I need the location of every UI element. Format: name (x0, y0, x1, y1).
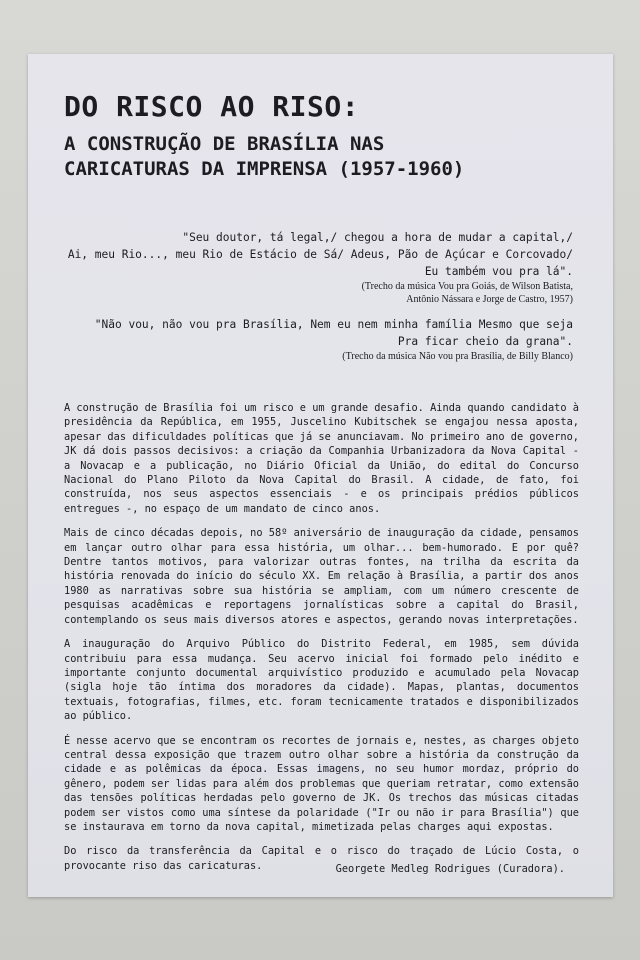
song-quote-1 (68, 229, 573, 306)
quote-line: Pra ficar cheio da grana". (397, 335, 573, 348)
paragraph: É nesse acervo que se encontram os recortes de jornais e, nestes, as charges objeto central dessa exposição que trazem outro olhar sobre a história da construção da cidade e as polêmicas da época. Essas imagens, no seu humor mordaz, próprio do gênero, podem ser lidas para além dos problemas que queriam retratar, como extensão das tensões políticas herdadas pelo governo de JK. Os trechos das músicas citadas podem ser vistos como uma síntese da polaridade ("Ir ou não ir para Brasília") que se instaurava em torno da nova capital, mimetizada pelas charges aqui expostas. (64, 734, 579, 833)
paragraph: Do risco da transferência da Capital e o risco do traçado de Lúcio Costa, o provocante riso das caricaturas. (64, 845, 579, 872)
curator-signature: Georgete Medleg Rodrigues (Curadora). (335, 863, 565, 875)
quote-line: Eu também vou pra lá". (424, 265, 573, 278)
song-quote-2 (95, 316, 573, 363)
quote-line: Ai, meu Rio..., meu Rio de Estácio de Sá/ Adeus, Pão de Açúcar e Corcovado/ (67, 248, 573, 261)
paragraph: A inauguração do Arquivo Público do Distrito Federal, em 1985, sem dúvida contribuiu para essa mudança. Seu acervo inicial foi formado pelo inédito e importante conjunto documental arquivístico produzido e acumulado pela Novacap (sigla hoje tão íntima dos moradores da cidade). Mapas, plantas, documentos textuais, fotografias, filmes, etc. foram tecnicamente tratados e disponibilizados ao público. (64, 638, 579, 723)
panel-subtitle (64, 132, 464, 182)
exhibition-panel (28, 54, 613, 897)
quote-source: Antônio Nássara e Jorge de Castro, 1957) (406, 294, 573, 305)
subtitle-line-1: A CONSTRUÇÃO DE BRASÍLIA NAS (64, 133, 385, 155)
paragraph: Mais de cinco décadas depois, no 58º aniversário de inauguração da cidade, pensamos em lançar outro olhar para essa história, um olhar... bem-humorado. E por quê? Dentre tantos motivos, para valorizar outras fontes, na trilha da escrita da história renovada do início do século XX. Em relação à Brasília, a partir dos anos 1980 as narrativas sobre sua história se ampliam, com um número crescente de pesquisas acadêmicas e reportagens jornalísticas sobre a capital do Brasil, contemplando os seus mais diversos atores e aspectos, gerando novas interpretações. (64, 527, 579, 626)
panel-title: DO RISCO AO RISO: (64, 90, 360, 123)
paragraph: A construção de Brasília foi um risco e um grande desafio. Ainda quando candidato à presidência da República, em 1955, Juscelino Kubitschek se engajou nessa aposta, apesar das dificuldades políticas que já se anunciavam. No primeiro ano de governo, JK dá dois passos decisivos: a criação da Companhia Urbanizadora da Nova Capital - a Novacap e a publicação, no Diário Oficial da União, do edital do Concurso Nacional do Plano Piloto da Nova Capital do Brasil. A cidade, de fato, foi construída, nos seus aspectos essenciais - e os principais prédios públicos entregues -, no espaço de um mandato de cinco anos. (64, 402, 579, 515)
panel-body-text (64, 401, 579, 883)
subtitle-line-2: CARICATURAS DA IMPRENSA (1957-1960) (64, 158, 465, 180)
quote-line: "Seu doutor, tá legal,/ chegou a hora de mudar a capital,/ (182, 231, 573, 244)
quote-source: (Trecho da música Vou pra Goiás, de Wilson Batista, (361, 281, 573, 292)
quote-line: "Não vou, não vou pra Brasília, Nem eu nem minha família Mesmo que seja (94, 318, 573, 331)
quote-source: (Trecho da música Não vou pra Brasília, de Billy Blanco) (342, 351, 573, 362)
